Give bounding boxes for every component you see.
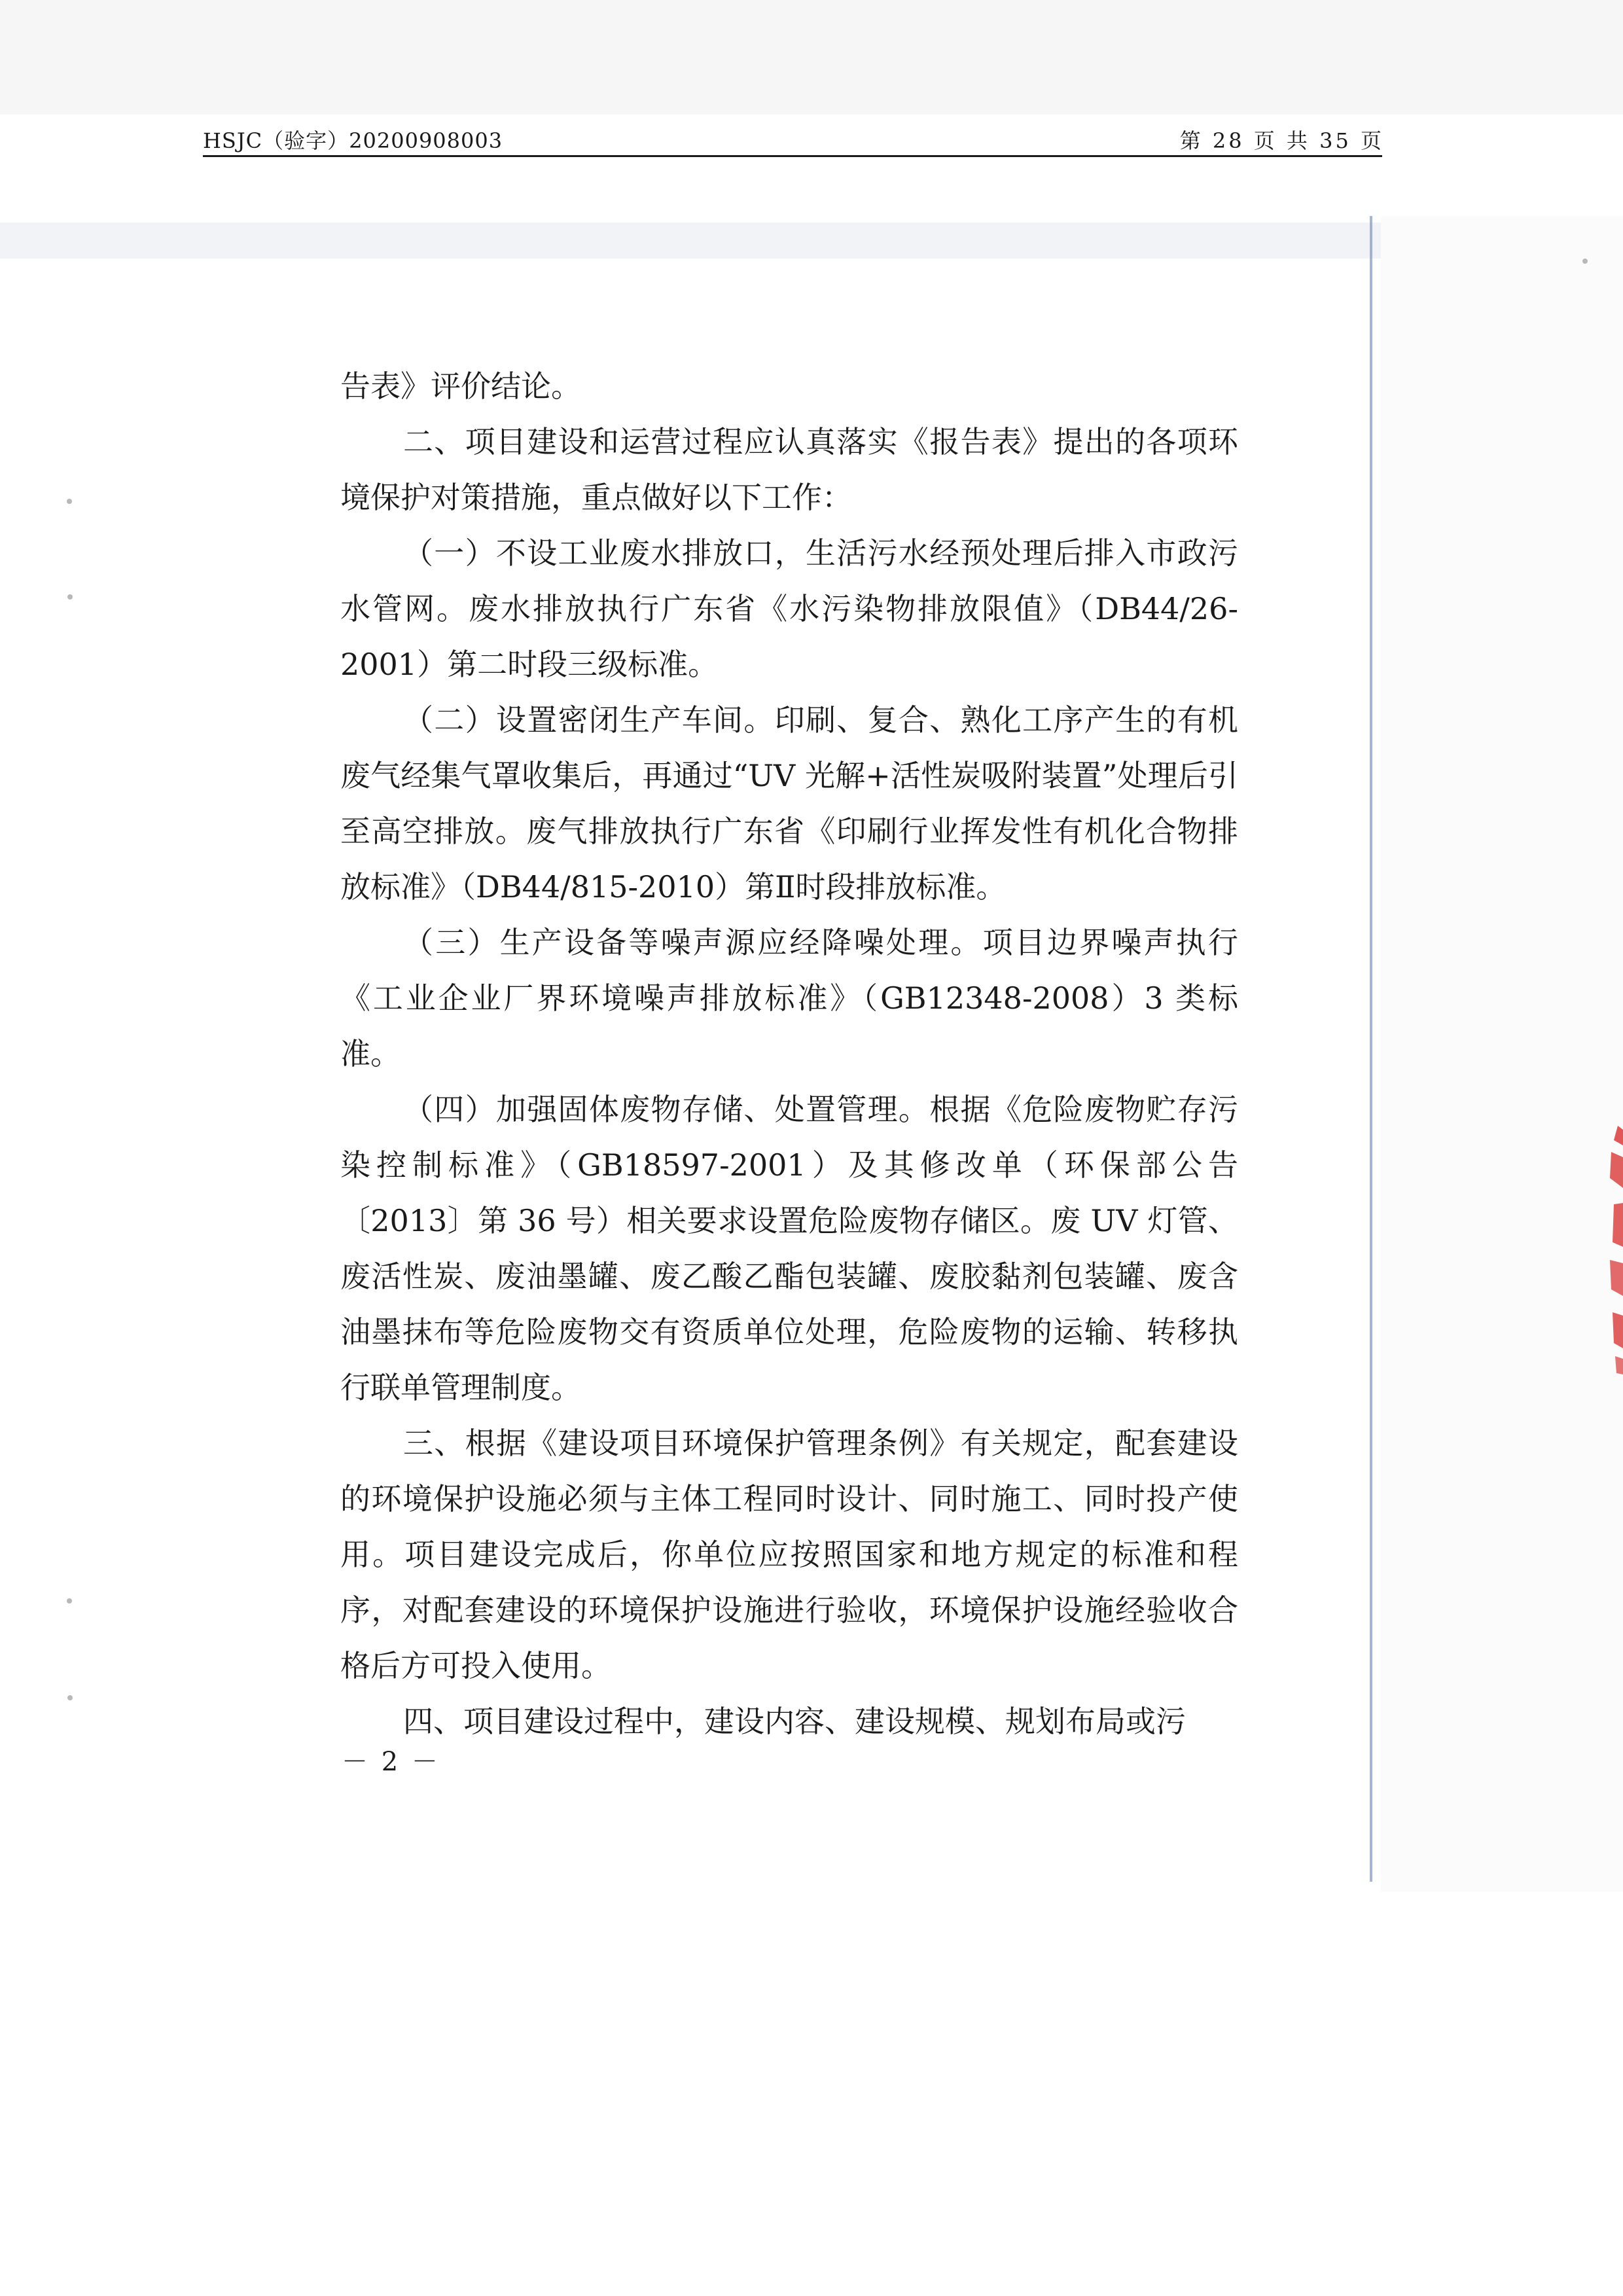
- paragraph: （一）不设工业废水排放口，生活污水经预处理后排入市政污水管网。废水排放执行广东省《水污染物排放限值》（DB44/26-2001）第二时段三级标准。: [340, 535, 1238, 682]
- red-seal-fragment: [1605, 1126, 1623, 1374]
- page-number: － 2 －: [342, 1747, 440, 1777]
- document-body: [340, 359, 1238, 1749]
- binding-hole-mark: [67, 1695, 73, 1700]
- scan-edge-line: [1370, 216, 1372, 1882]
- paragraph: 三、根据《建设项目环境保护管理条例》有关规定，配套建设的环境保护设施必须与主体工程同时设计、同时施工、同时投产使用。项目建设完成后，你单位应按照国家和地方规定的标准和程序，对配套建设的环境保护设施进行验收，环境保护设施经验收合格后方可投入使用。: [340, 1426, 1238, 1683]
- paragraph: （二）设置密闭生产车间。印刷、复合、熟化工序产生的有机废气经集气罩收集后，再通过“UV 光解+活性炭吸附装置”处理后引至高空排放。废气排放执行广东省《印刷行业挥发性有机化合物排放标准》（DB44/815-2010）第Ⅱ时段排放标准。: [340, 702, 1238, 905]
- paragraph: （四）加强固体废物存储、处置管理。根据《危险废物贮存污染控制标准》（GB18597-2001）及其修改单（环保部公告〔2013〕第 36 号）相关要求设置危险废物存储区。废 UV 灯管、废活性炭、废油墨罐、废乙酸乙酯包装罐、废胶黏剂包装罐、废含油墨抹布等危险废物交有资质单位处理，危险废物的运输、转移执行联单管理制度。: [340, 1092, 1238, 1405]
- page-info: 第 28 页 共 35 页: [1179, 128, 1384, 153]
- paragraph: 四、项目建设过程中，建设内容、建设规模、规划布局或污: [403, 1704, 1186, 1739]
- paragraph: 告表》评价结论。: [340, 368, 581, 404]
- paragraph: 二、项目建设和运营过程应认真落实《报告表》提出的各项环境保护对策措施，重点做好以下工作：: [340, 424, 1238, 515]
- scan-shadow-band: [0, 223, 1623, 259]
- binding-hole-mark: [67, 499, 72, 504]
- paragraph: （三）生产设备等噪声源应经降噪处理。项目边界噪声执行《工业企业厂界环境噪声排放标准》（GB12348-2008）3 类标准。: [340, 925, 1238, 1071]
- scan-shadow-right: [1381, 216, 1623, 1892]
- header-rule: [203, 155, 1382, 157]
- binding-hole-mark: [67, 594, 73, 600]
- binding-hole-mark: [67, 1598, 72, 1604]
- document-number: HSJC（验字）20200908003: [203, 128, 503, 153]
- scan-shadow-top: [0, 0, 1623, 115]
- scan-speck: [1582, 259, 1588, 264]
